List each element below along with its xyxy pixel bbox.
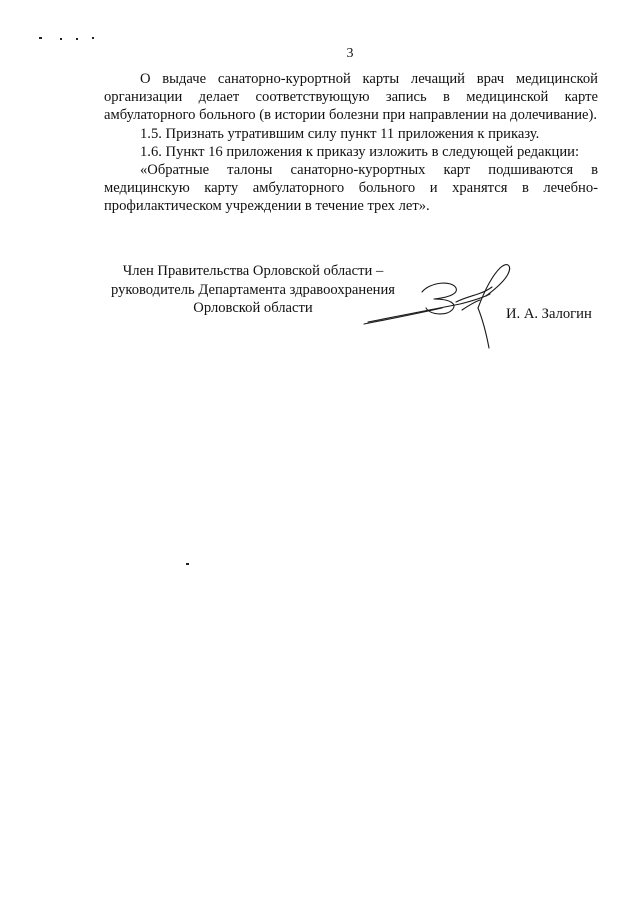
- page-number: 3: [346, 46, 354, 61]
- signer-name: И. А. Залогин: [506, 306, 592, 322]
- position-line: Член Правительства Орловской области –: [122, 263, 384, 279]
- position-line: руководитель Департамента здравоохранения: [110, 281, 396, 298]
- scan-speck: [39, 37, 42, 39]
- paragraph-item-1-5: 1.5. Признать утратившим силу пункт 11 приложения к приказу.: [140, 125, 540, 142]
- paragraph-item-1-6: 1.6. Пункт 16 приложения к приказу изложить в следующей редакции:: [140, 143, 580, 160]
- scan-speck: [92, 37, 94, 39]
- paragraph-return-coupons: «Обратные талоны санаторно-курортных карт подшиваются в медицинскую карту амбулаторного больного и хранятся в лечебно-профилактическом учреждении в течение трех лет».: [104, 162, 598, 215]
- scan-speck: [76, 38, 78, 40]
- position-line: Орловской области: [193, 300, 313, 316]
- scan-speck: [60, 38, 62, 40]
- scan-speck: [186, 563, 189, 565]
- paragraph-sanatorium-card-record: О выдаче санаторно-курортной карты лечащий врач медицинской организации делает соответствующую запись в медицинской карте амбулаторного больного (в истории болезни при направлении на долечивание).: [104, 71, 598, 124]
- handwritten-signature: [360, 252, 540, 352]
- document-body: [104, 70, 598, 216]
- signatory-position: [108, 262, 398, 318]
